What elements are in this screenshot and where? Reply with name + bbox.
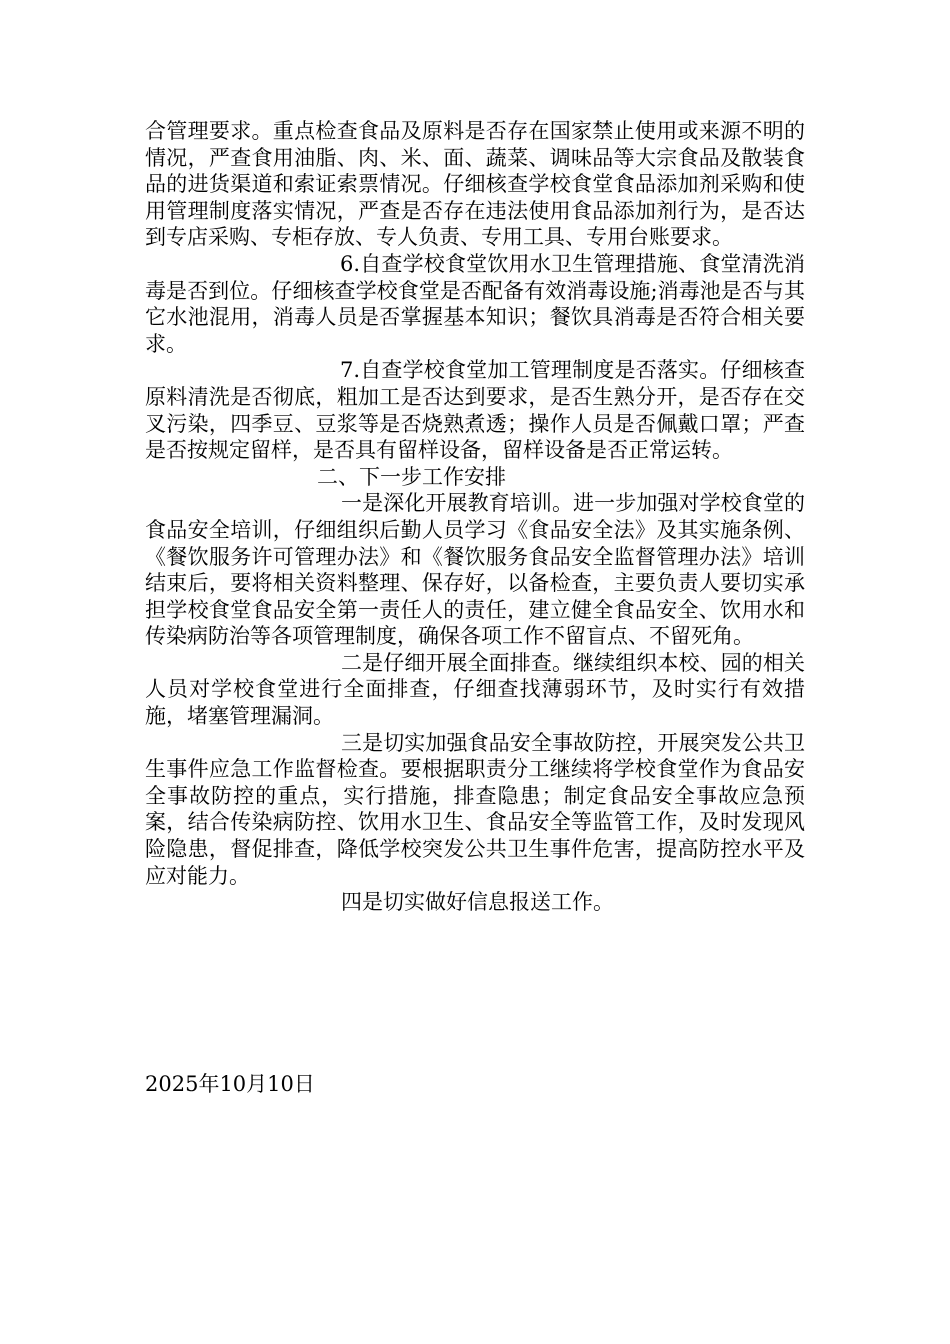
paragraph-training: 一是深化开展教育培训。进一步加强对学校食堂的食品安全培训，仔细组织后勤人员学习《食品安全法》及其实施条例、《餐饮服务许可管理办法》和《餐饮服务食品安全监督管理办法》培训结束后，要将相关资料整理、保存好，以备检查，主要负责人要切实承担学校食堂食品安全第一责任人的责任，建立健全食品安全、饮用水和传染病防治等各项管理制度，确保各项工作不留盲点、不留死角。 bbox=[145, 491, 805, 649]
paragraph-reporting: 四是切实做好信息报送工作。 bbox=[341, 890, 614, 915]
paragraph-continued: 合管理要求。重点检查食品及原料是否存在国家禁止使用或来源不明的情况，严查食用油脂、肉、米、面、蔬菜、调味品等大宗食品及散装食品的进货渠道和索证索票情况。仔细核查学校食堂食品添加剂采购和使用管理制度落实情况，严查是否存在违法使用食品添加剂行为，是否达到专店采购、专柜存放、专人负责、专用工具、专用台账要求。 bbox=[145, 119, 805, 250]
paragraph-inspection: 二是仔细开展全面排查。继续组织本校、园的相关人员对学校食堂进行全面排查，仔细查找薄弱环节，及时实行有效措施，堵塞管理漏洞。 bbox=[145, 650, 805, 729]
paragraph-prevention: 三是切实加强食品安全事故防控，开展突发公共卫生事件应急工作监督检查。要根据职责分工继续将学校食堂作为食品安全事故防控的重点，实行措施，排查隐患；制定食品安全事故应急预案，结合传染病防控、饮用水卫生、食品安全等监管工作，及时发现风险隐患，督促排查，降低学校突发公共卫生事件危害，提高防控水平及应对能力。 bbox=[145, 730, 805, 888]
paragraph-item-6: 6.自查学校食堂饮用水卫生管理措施、食堂清洗消毒是否到位。仔细核查学校食堂是否配备有效消毒设施;消毒池是否与其它水池混用，消毒人员是否掌握基本知识；餐饮具消毒是否符合相关要求。 bbox=[145, 251, 805, 356]
section-heading-next-steps: 二、下一步工作安排 bbox=[317, 464, 506, 489]
document-body bbox=[145, 118, 805, 916]
paragraph-item-7: 7.自查学校食堂加工管理制度是否落实。仔细核查原料清洗是否彻底，粗加工是否达到要求，是否生熟分开，是否存在交叉污染，四季豆、豆浆等是否烧熟煮透；操作人员是否佩戴口罩；严查是否按规定留样，是否具有留样设备，留样设备是否正常运转。 bbox=[145, 358, 805, 463]
document-date: 2025年10月10日 bbox=[145, 1072, 315, 1096]
